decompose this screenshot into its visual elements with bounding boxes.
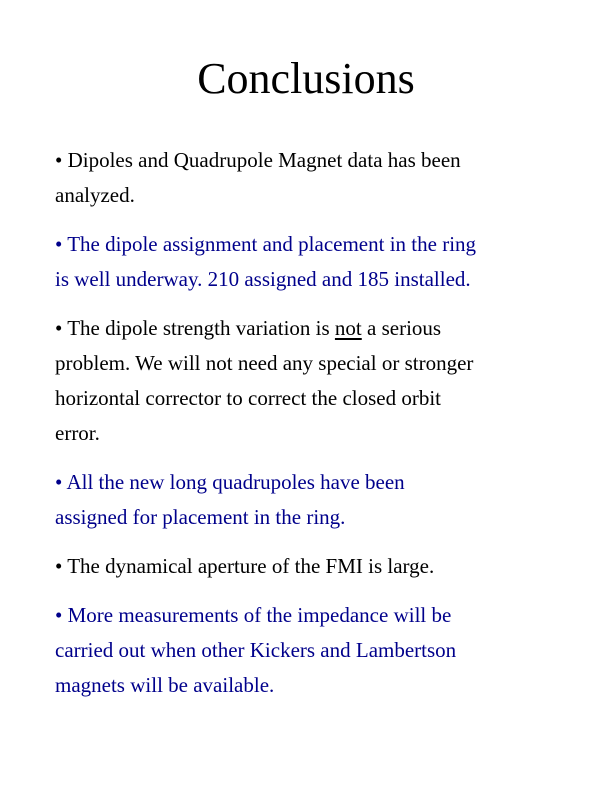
bullet-text: • The dipole strength variation is [55, 316, 335, 340]
bullet-item [55, 311, 595, 451]
bullet-item: • Dipoles and Quadrupole Magnet data has been analyzed. [55, 148, 461, 207]
bullet-item: • All the new long quadrupoles have been assigned for placement in the ring. [55, 470, 405, 529]
bullet-list [55, 143, 595, 717]
bullet-item: • The dynamical aperture of the FMI is large. [55, 554, 435, 578]
bullet-text: a serious problem. We will not need any special or stronger horizontal corrector to correct the closed orbit error. [55, 316, 474, 445]
underlined-word: not [334, 316, 362, 340]
bullet-item: • More measurements of the impedance will be carried out when other Kickers and Lambertson magnets will be available. [55, 603, 457, 697]
slide-title: Conclusions [197, 54, 415, 103]
bullet-item: • The dipole assignment and placement in the ring is well underway. 210 assigned and 185 installed. [55, 232, 477, 291]
